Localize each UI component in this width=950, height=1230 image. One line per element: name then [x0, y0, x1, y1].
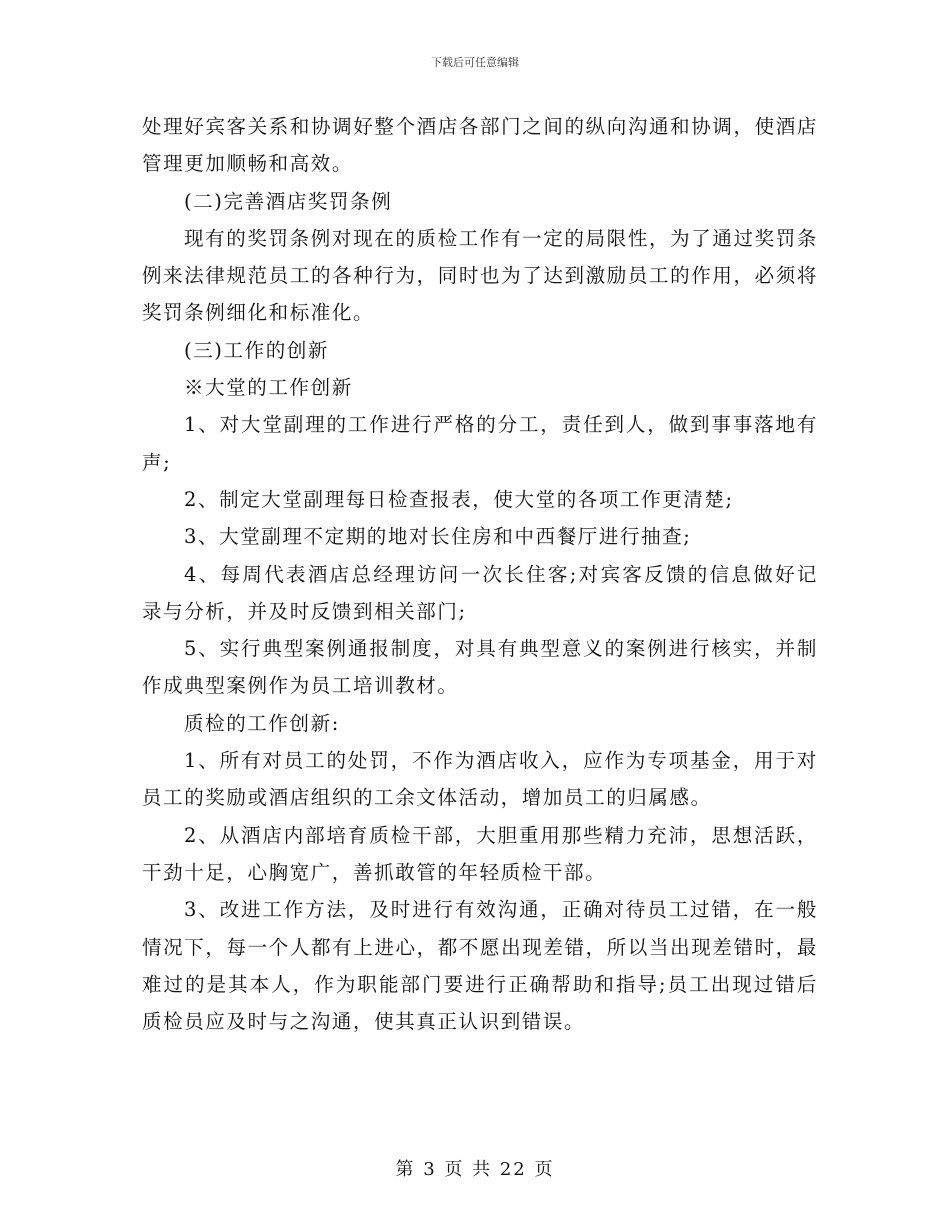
- list-item: 1、对大堂副理的工作进行严格的分工，责任到人，做到事事落地有声;: [142, 413, 818, 474]
- list-item: 1、所有对员工的处罚，不作为酒店收入，应作为专项基金，用于对员工的奖励或酒店组织的工余文体活动，增加员工的归属感。: [142, 749, 818, 810]
- list-item: 2、从酒店内部培育质检干部，大胆重用那些精力充沛，思想活跃，干劲十足，心胸宽广，善抓敢管的年轻质检干部。: [142, 823, 818, 884]
- list-item: 3、改进工作方法，及时进行有效沟通，正确对待员工过错，在一般情况下，每一个人都有上进心，都不愿出现差错，所以当出现差错时，最难过的是其本人，作为职能部门要进行正确帮助和指导;员工出现过错后质检员应及时与之沟通，使其真正认识到错误。: [142, 898, 818, 1034]
- subsection-heading: ※大堂的工作创新: [184, 376, 353, 400]
- page-number: 第 3 页 共 22 页: [395, 1159, 555, 1180]
- paragraph: 现有的奖罚条例对现在的质检工作有一定的局限性，为了通过奖罚条例来法律规范员工的各种行为，同时也为了达到激励员工的作用，必须将奖罚条例细化和标准化。: [142, 226, 818, 325]
- page-header-note: 下载后可任意编辑: [431, 56, 519, 69]
- list-item: 2、制定大堂副理每日检查报表，使大堂的各项工作更清楚;: [184, 487, 734, 511]
- section-heading: (二)完善酒店奖罚条例: [184, 189, 393, 213]
- list-item: 4、每周代表酒店总经理访问一次长住客;对宾客反馈的信息做好记录与分析，并及时反馈到相关部门;: [142, 562, 818, 623]
- paragraph: 处理好宾客关系和协调好整个酒店各部门之间的纵向沟通和协调，使酒店管理更加顺畅和高效。: [142, 115, 818, 176]
- document-body: [142, 108, 818, 1040]
- section-heading: (三)工作的创新: [184, 338, 330, 362]
- list-item: 3、大堂副理不定期的地对长住房和中西餐厅进行抽查;: [184, 525, 692, 549]
- list-item: 5、实行典型案例通报制度，对具有典型意义的案例进行核实，并制作成典型案例作为员工培训教材。: [142, 637, 818, 698]
- subsection-heading: 质检的工作创新:: [184, 711, 340, 735]
